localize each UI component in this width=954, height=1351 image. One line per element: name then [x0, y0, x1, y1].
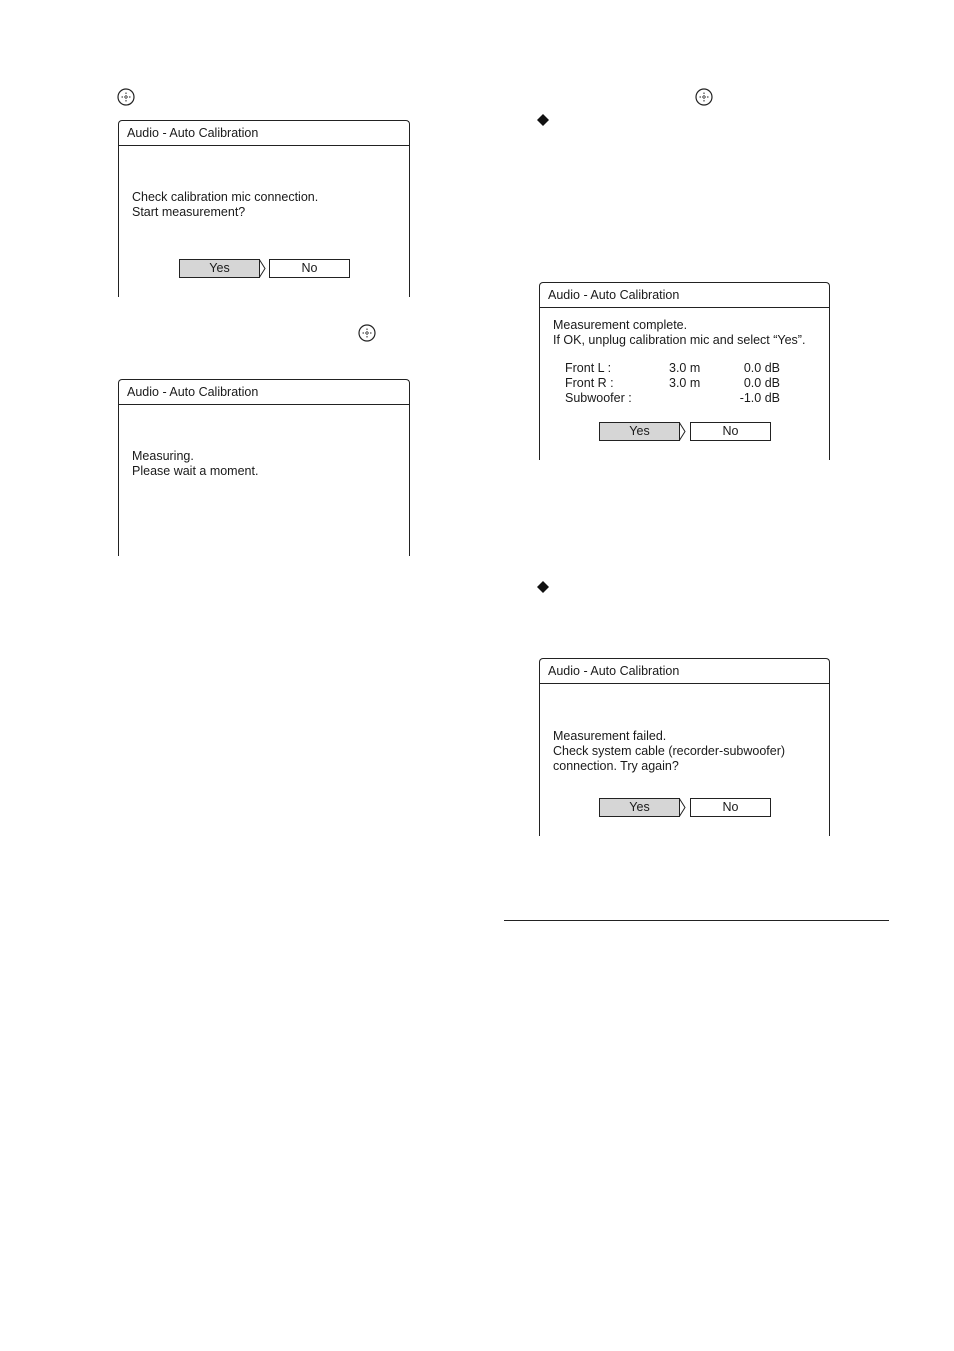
- speaker-row-subwoofer: [565, 391, 780, 406]
- start-measurement-dialog: [118, 120, 410, 297]
- dialog-message-line: Start measurement?: [132, 205, 246, 219]
- dialog-title: Audio - Auto Calibration: [119, 380, 409, 405]
- measurement-failed-dialog: [539, 658, 830, 836]
- no-button[interactable]: No: [690, 798, 771, 817]
- measuring-dialog: [118, 379, 410, 556]
- dialog-message-line: connection. Try again?: [553, 759, 679, 773]
- section-divider: [504, 920, 889, 921]
- dialog-message-line: If OK, unplug calibration mic and select “Yes”.: [553, 333, 806, 347]
- dialog-title: Audio - Auto Calibration: [540, 283, 829, 308]
- speaker-level: -1.0 dB: [739, 391, 780, 405]
- speaker-label: Subwoofer :: [565, 391, 632, 405]
- speaker-level: 0.0 dB: [743, 361, 780, 375]
- dialog-message-line: Measuring.: [132, 449, 194, 463]
- speaker-label: Front L :: [565, 361, 612, 375]
- dialog-message-line: Measurement failed.: [553, 729, 667, 743]
- dialog-message-line: Check system cable (recorder-subwoofer): [553, 744, 786, 758]
- enter-button-icon: [117, 88, 135, 106]
- speaker-distance: 3.0 m: [669, 376, 701, 390]
- speaker-distance: 3.0 m: [669, 361, 701, 375]
- dialog-message-line: Please wait a moment.: [132, 464, 259, 478]
- yes-button[interactable]: Yes: [599, 798, 680, 817]
- diamond-bullet-icon: [537, 114, 549, 126]
- selection-arrow-icon: [679, 422, 686, 441]
- speaker-row-front-l: [565, 361, 780, 376]
- measurement-complete-dialog: [539, 282, 830, 460]
- speaker-level: 0.0 dB: [743, 376, 780, 390]
- yes-button[interactable]: Yes: [179, 259, 260, 278]
- diamond-bullet-icon: [537, 581, 549, 593]
- speaker-label: Front R :: [565, 376, 614, 390]
- no-button[interactable]: No: [269, 259, 350, 278]
- dialog-message-line: Measurement complete.: [553, 318, 688, 332]
- enter-button-icon: [695, 88, 713, 106]
- no-button[interactable]: No: [690, 422, 771, 441]
- dialog-message-line: Check calibration mic connection.: [132, 190, 319, 204]
- dialog-title: Audio - Auto Calibration: [119, 121, 409, 146]
- selection-arrow-icon: [679, 798, 686, 817]
- dialog-title: Audio - Auto Calibration: [540, 659, 829, 684]
- selection-arrow-icon: [259, 259, 266, 278]
- enter-button-icon: [358, 324, 376, 342]
- yes-button[interactable]: Yes: [599, 422, 680, 441]
- speaker-row-front-r: [565, 376, 780, 391]
